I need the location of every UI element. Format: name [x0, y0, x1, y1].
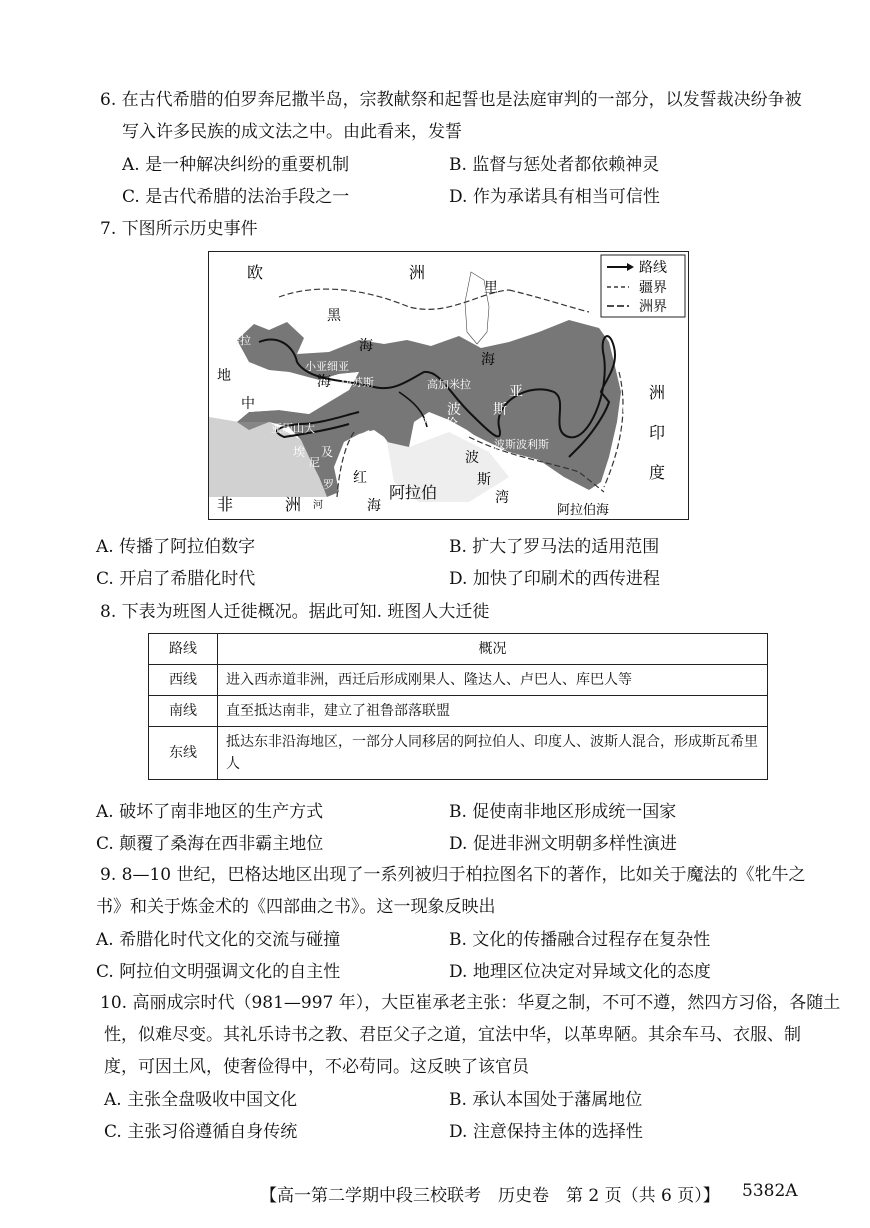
label-caspian-1: 里 [484, 280, 498, 296]
alexander-campaign-map [208, 251, 689, 520]
bantu-migration-table [148, 633, 768, 780]
q10-stem-line-1: 10. 高丽成宗时代（981—997 年），大臣崔承老主张：华夏之制，不可不遵，然四方习俗，各随土 [100, 993, 841, 1013]
q10-option-b[interactable]: B. 承认本国处于藩属地位 [449, 1090, 643, 1110]
label-africa-2: 洲 [285, 495, 302, 514]
label-india-2: 度 [649, 463, 666, 482]
label-red-sea: 海 [367, 498, 381, 514]
label-ji: 及 [321, 445, 334, 459]
legend-route: 路线 [639, 260, 667, 276]
label-babylon: 巴比伦 [419, 417, 459, 432]
label-black-sea-2: 海 [359, 338, 373, 354]
q8-option-d[interactable]: D. 促进非洲文明朝多样性演进 [449, 834, 677, 854]
q10-option-a[interactable]: A. 主张全盘吸收中国文化 [104, 1090, 298, 1110]
q6-option-b[interactable]: B. 监督与惩处者都依赖神灵 [449, 155, 660, 175]
label-arabia: 阿拉伯 [389, 483, 438, 502]
label-gulf-si: 斯 [477, 472, 491, 488]
page-footer: 【高一第二学期中段三校联考 历史卷 第 2 页（共 6 页）】 [260, 1186, 720, 1206]
q9-stem-line-2: 书》和关于炼金术的《四部曲之书》。这一现象反映出 [96, 897, 496, 917]
q10-option-d[interactable]: D. 注意保持主体的选择性 [449, 1122, 643, 1142]
label-asia-zhou: 洲 [649, 383, 666, 402]
q7-option-b[interactable]: B. 扩大了罗马法的适用范围 [449, 537, 660, 557]
label-indus-1: 印 [625, 384, 636, 397]
legend-boundary: 疆界 [639, 280, 667, 296]
label-ya: 亚 [509, 384, 523, 400]
label-alexandria: 亚历山大 [271, 422, 315, 435]
label-caspian-2: 海 [481, 352, 495, 368]
exam-code: 5382A [742, 1181, 798, 1201]
table-header-overview: 概况 [218, 634, 768, 665]
q9-option-a[interactable]: A. 希腊化时代文化的交流与碰撞 [96, 930, 341, 950]
label-di: 地 [217, 368, 231, 384]
label-luo: 罗 [323, 478, 334, 491]
label-zhong: 中 [241, 396, 255, 412]
label-indus-3: 河 [621, 426, 632, 439]
q10-option-c[interactable]: C. 主张习俗遵循自身传统 [104, 1122, 298, 1142]
q9-option-d[interactable]: D. 地理区位决定对异域文化的态度 [449, 962, 711, 982]
q8-option-a[interactable]: A. 破坏了南非地区的生产方式 [96, 802, 324, 822]
label-gulf-wan: 湾 [495, 490, 509, 506]
table-header-route: 路线 [149, 634, 218, 665]
label-asia-minor: 小亚细亚 [305, 360, 349, 373]
label-ni: 尼 [309, 456, 320, 469]
table-cell-route: 东线 [149, 727, 218, 780]
label-europe-2: 洲 [409, 263, 426, 282]
label-gulf-bo: 波 [465, 450, 479, 466]
q9-option-c[interactable]: C. 阿拉伯文明强调文化的自主性 [96, 962, 341, 982]
table-cell-overview: 直至抵达南非，建立了祖鲁部落联盟 [218, 696, 768, 727]
label-med-sea: 海 [317, 374, 331, 390]
label-pella: 培拉 [229, 334, 251, 347]
label-indus-2: 度 [619, 404, 630, 417]
q9-option-b[interactable]: B. 文化的传播融合过程存在复杂性 [449, 930, 711, 950]
label-nile-he: 河 [313, 500, 323, 511]
q8-stem: 8. 下表为班图人迁徙概况。据此可知. 班图人大迁徙 [100, 602, 490, 622]
table-row [149, 665, 768, 696]
q6-option-c[interactable]: C. 是古代希腊的法治手段之一 [122, 187, 350, 207]
table-cell-route: 西线 [149, 665, 218, 696]
q10-stem-line-3: 度，可因土风，使奢俭得中，不必苟同。这反映了该官员 [104, 1057, 529, 1077]
label-europe-1: 欧 [247, 263, 264, 282]
label-si: 斯 [493, 402, 507, 418]
q8-option-b[interactable]: B. 促使南非地区形成统一国家 [449, 802, 677, 822]
q7-stem: 7. 下图所示历史事件 [100, 219, 258, 239]
label-africa-1: 非 [217, 495, 234, 514]
label-persepolis: 波斯波利斯 [494, 438, 549, 451]
q7-option-a[interactable]: A. 传播了阿拉伯数字 [96, 537, 256, 557]
label-arabian-sea: 阿拉伯海 [557, 503, 610, 518]
label-ai: 埃 [293, 445, 306, 459]
table-header-row [149, 634, 768, 665]
q6-stem-line-1: 6. 在古代希腊的伯罗奔尼撒半岛，宗教献祭和起誓也是法庭审判的一部分，以发誓裁决纷争被 [100, 90, 802, 110]
label-black-sea-1: 黑 [327, 308, 341, 324]
legend-continent-line: 洲界 [639, 299, 667, 315]
table-row [149, 727, 768, 780]
label-issus: 伊苏斯 [341, 376, 374, 389]
label-gaugamela: 高加米拉 [427, 378, 471, 391]
q6-option-d[interactable]: D. 作为承诺具有相当可信性 [449, 187, 660, 207]
q10-stem-line-2: 性，似难尽变。其礼乐诗书之教、君臣父子之道，宜法中华，以革卑陋。其余车马、衣服、制 [104, 1025, 801, 1045]
q6-option-a[interactable]: A. 是一种解决纠纷的重要机制 [122, 155, 350, 175]
table-cell-overview: 进入西赤道非洲，西迁后形成刚果人、隆达人、卢巴人、库巴人等 [218, 665, 768, 696]
q7-option-d[interactable]: D. 加快了印刷术的西传进程 [449, 569, 660, 589]
q9-stem-line-1: 9. 8—10 世纪，巴格达地区出现了一系列被归于柏拉图名下的著作，比如关于魔法的《牝牛之 [100, 865, 806, 885]
table-cell-overview: 抵达东非沿海地区，一部分人同移居的阿拉伯人、印度人、波斯人混合，形成斯瓦希里人 [218, 727, 768, 780]
table-cell-route: 南线 [149, 696, 218, 727]
table-row [149, 696, 768, 727]
q6-stem-line-2: 写入许多民族的成文法之中。由此看来，发誓 [122, 122, 462, 142]
label-bo: 波 [447, 402, 461, 418]
q7-option-c[interactable]: C. 开启了希腊化时代 [96, 569, 256, 589]
q8-option-c[interactable]: C. 颠覆了桑海在西非霸主地位 [96, 834, 324, 854]
label-india-1: 印 [649, 423, 666, 442]
label-red: 红 [353, 470, 367, 486]
